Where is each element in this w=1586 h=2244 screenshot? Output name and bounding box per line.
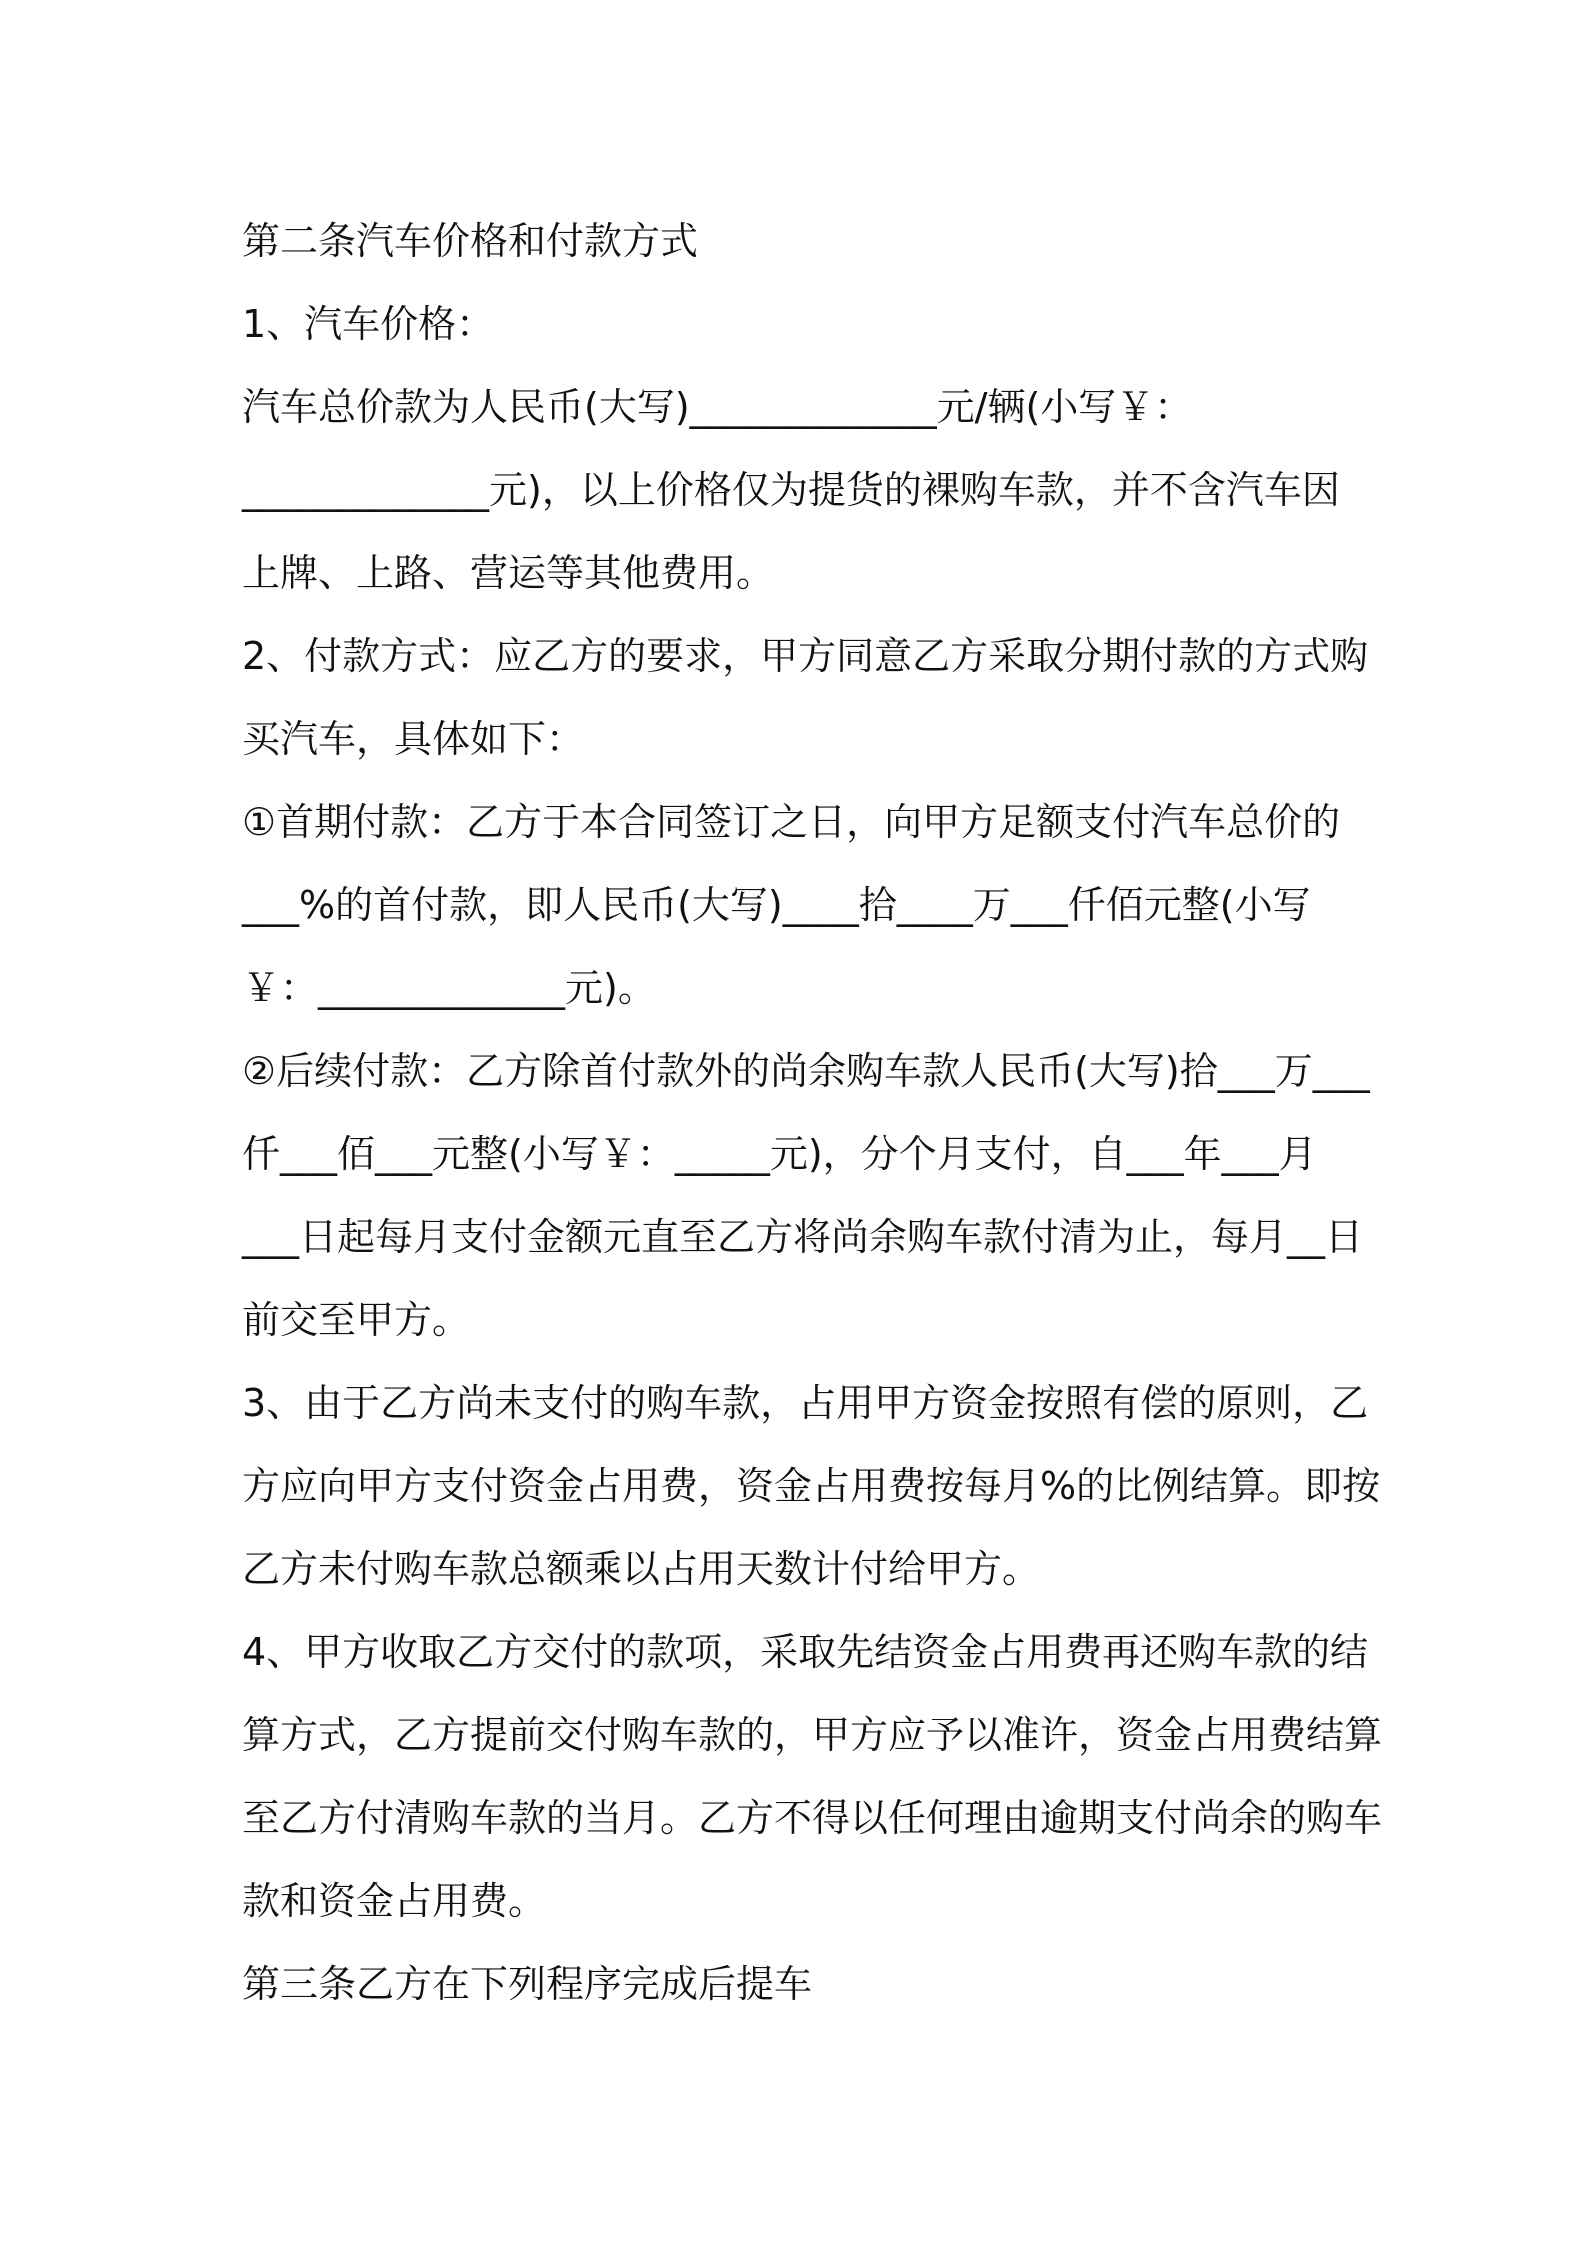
text-line: ￥：_____________元)。: [242, 966, 656, 1010]
article-heading: 第二条汽车价格和付款方式: [242, 219, 699, 263]
article-heading: 第三条乙方在下列程序完成后提车: [242, 1962, 813, 2006]
text-line: 买汽车，具体如下：: [242, 717, 585, 761]
text-line: 至乙方付清购车款的当月。乙方不得以任何理由逾期支付尚余的购车: [242, 1796, 1383, 1840]
text-line: 仟___佰___元整(小写￥：_____元)，分个月支付，自___年___月: [242, 1132, 1317, 1176]
text-line: 方应向甲方支付资金占用费，资金占用费按每月%的比例结算。即按: [242, 1464, 1381, 1508]
document-body: [242, 200, 1383, 2026]
clause-heading: 3、由于乙方尚未支付的购车款，占用甲方资金按照有偿的原则，乙: [242, 1381, 1369, 1425]
text-line: 款和资金占用费。: [242, 1879, 547, 1923]
text-line: 汽车总价款为人民币(大写)_____________元/辆(小写￥：: [242, 385, 1193, 429]
text-line: 前交至甲方。: [242, 1298, 471, 1342]
text-line: 乙方未付购车款总额乘以占用天数计付给甲方。: [242, 1547, 1041, 1591]
text-line: _____________元)，以上价格仅为提货的裸购车款，并不含汽车因: [242, 468, 1340, 512]
text-line: ①首期付款：乙方于本合同签订之日，向甲方足额支付汽车总价的: [242, 800, 1341, 844]
text-line: ___%的首付款，即人民币(大写)____拾____万___仟佰元整(小写: [242, 883, 1311, 927]
text-line: 算方式，乙方提前交付购车款的，甲方应予以准许，资金占用费结算: [242, 1713, 1383, 1757]
clause-heading: 1、汽车价格：: [242, 302, 495, 346]
text-line: ___日起每月支付金额元直至乙方将尚余购车款付清为止，每月__日: [242, 1215, 1364, 1259]
clause-heading: 4、甲方收取乙方交付的款项，采取先结资金占用费再还购车款的结: [242, 1630, 1369, 1674]
text-line: 上牌、上路、营运等其他费用。: [242, 551, 775, 595]
text-line: ②后续付款：乙方除首付款外的尚余购车款人民币(大写)拾___万___: [242, 1049, 1370, 1093]
clause-heading: 2、付款方式：应乙方的要求，甲方同意乙方采取分期付款的方式购: [242, 634, 1369, 678]
